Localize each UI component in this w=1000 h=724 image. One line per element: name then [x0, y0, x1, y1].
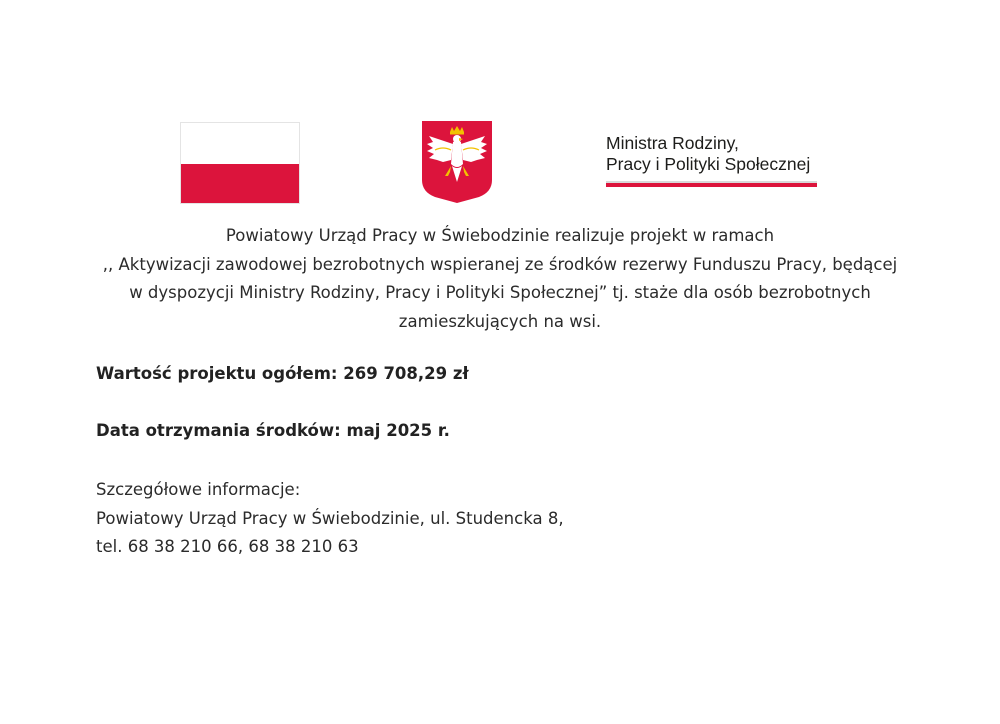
phone-numbers: tel. 68 38 210 66, 68 38 210 63 — [96, 537, 359, 556]
office-address: Powiatowy Urząd Pracy w Świebodzinie, ul. Studencka 8, — [96, 508, 564, 528]
contact-details — [96, 476, 564, 562]
ministry-logo-accent-bar — [606, 181, 817, 187]
project-intro — [60, 222, 940, 336]
ministry-logo-line1: Ministra Rodziny, — [606, 133, 739, 153]
intro-line: ,, Aktywizacji zawodowej bezrobotnych wspieranej ze środków rezerwy Funduszu Pracy, będącej — [102, 254, 898, 274]
ministry-logo — [606, 133, 821, 187]
intro-line: w dyspozycji Ministry Rodziny, Pracy i Polityki Społecznej” tj. staże dla osób bezrobotnych — [129, 283, 871, 302]
intro-line: zamieszkujących na wsi. — [398, 311, 602, 331]
intro-line: Powiatowy Urząd Pracy w Świebodzinie realizuje projekt w ramach — [225, 226, 775, 245]
flag-white-stripe — [181, 123, 299, 164]
flag-red-stripe — [181, 164, 299, 204]
ministry-logo-line2: Pracy i Polityki Społecznej — [606, 154, 811, 174]
funds-received-date: Data otrzymania środków: maj 2025 r. — [96, 421, 450, 440]
polish-eagle-emblem-icon — [421, 120, 493, 204]
details-heading: Szczegółowe informacje: — [96, 480, 301, 499]
polish-flag-icon — [180, 122, 300, 204]
project-value: Wartość projektu ogółem: 269 708,29 zł — [96, 364, 469, 383]
